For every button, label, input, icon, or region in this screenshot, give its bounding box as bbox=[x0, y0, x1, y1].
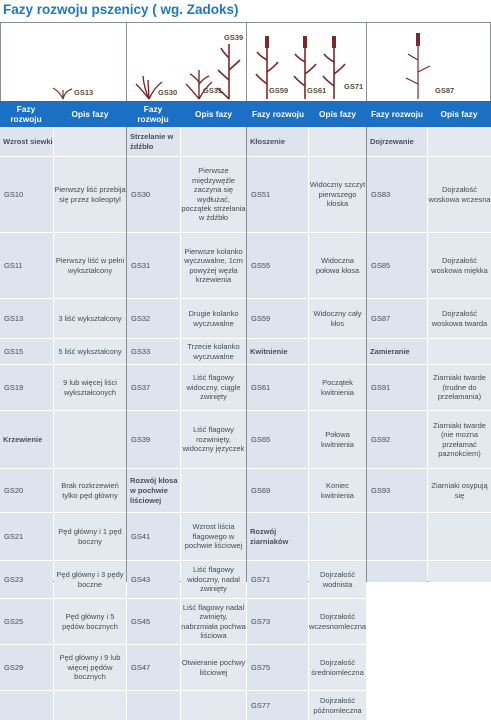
phase-code: GS92 bbox=[371, 434, 391, 444]
phase-description: Pierwszy liść przebija się przez koleoptyl bbox=[54, 185, 126, 204]
phase-code: GS41 bbox=[131, 531, 151, 541]
phase-description: Dojrzałość wczesnomleczna bbox=[308, 612, 367, 631]
phase-code: GS15 bbox=[4, 346, 24, 356]
phase-code: GS13 bbox=[4, 313, 24, 323]
phase-code: GS45 bbox=[131, 616, 151, 626]
phase-description: Dojrzałość woskowa miękka bbox=[431, 256, 488, 275]
gs-label: GS39 bbox=[224, 33, 244, 42]
phase-code: GS85 bbox=[371, 260, 391, 270]
phase-code: GS65 bbox=[251, 434, 271, 444]
phase-code: GS77 bbox=[251, 700, 271, 710]
phase-description: Liść flagowy widoczny, ciągle zwinięty bbox=[186, 373, 241, 402]
phase-code: GS29 bbox=[4, 662, 24, 672]
phase-description: 3 liść wykształcony bbox=[58, 313, 122, 323]
phase-code: GS73 bbox=[251, 616, 271, 626]
phase-code: GS69 bbox=[251, 485, 271, 495]
header-description: Opis fazy bbox=[440, 109, 478, 119]
phase-description: Trzecie kolanko wyczuwalne bbox=[187, 342, 240, 361]
phase-code: GS75 bbox=[251, 662, 271, 672]
phase-description: Drugie kolanko wyczuwalne bbox=[188, 309, 239, 328]
phase-code: GS33 bbox=[131, 346, 151, 356]
phase-description: Pęd główny i 1 pęd boczny bbox=[58, 527, 122, 546]
phase-code: GS93 bbox=[371, 485, 391, 495]
phase-code: GS32 bbox=[131, 313, 151, 323]
phase-description: Ziarniaki twarde (nie można przełamać paznokciem) bbox=[433, 420, 486, 458]
phase-description: Pęd główny i 5 pędów bocznych bbox=[62, 612, 118, 631]
header-phase: Fazy rozwoju bbox=[251, 109, 305, 119]
phase-description: Koniec kwitnienia bbox=[321, 481, 354, 500]
phase-code: GS25 bbox=[4, 616, 24, 626]
phase-code: GS83 bbox=[371, 189, 391, 199]
phase-description: Pierwsze kolanko wyczuwalne, 1cm powyżej węzła krzewienia bbox=[184, 246, 243, 284]
phase-description: Liść flagowy nadal zwinięty, nabrzmiała pochwa liściowa bbox=[181, 602, 246, 640]
phase-description: Pęd główny i 9 lub więcej pędów bocznych bbox=[59, 653, 121, 682]
phase-description: Liść flagowy rozwinięty, widoczny języczek bbox=[182, 425, 245, 454]
phase-code: GS51 bbox=[251, 189, 271, 199]
header-description: Opis fazy bbox=[71, 109, 109, 119]
gs-label: GS30 bbox=[158, 88, 178, 97]
phase-code: GS23 bbox=[4, 574, 24, 584]
phase-code: GS37 bbox=[131, 382, 151, 392]
plant-gs87-illustration bbox=[404, 30, 432, 100]
phase-description: Pęd główny i 3 pędy boczne bbox=[56, 570, 124, 589]
phase-description: Ziarniaki osypują się bbox=[431, 481, 488, 500]
section-label: Dojrzewanie bbox=[370, 137, 414, 146]
section-label: Rozwój kłosa w pochwie liściowej bbox=[130, 475, 178, 505]
phase-code: GS21 bbox=[4, 531, 24, 541]
phase-description: Dojrzałość średniomleczna bbox=[311, 658, 364, 677]
header-phase: Fazy rozwoju bbox=[137, 104, 169, 124]
phase-description: Brak rozkrzewień tylko pęd główny bbox=[61, 481, 119, 500]
phase-description: Liść flagowy widoczny, nadal zwinięty bbox=[187, 565, 240, 594]
phase-description: Widoczna połowa kłosa bbox=[315, 256, 360, 275]
phase-code: GS20 bbox=[4, 485, 24, 495]
phase-code: GS47 bbox=[131, 662, 151, 672]
phase-code: GS19 bbox=[4, 382, 24, 392]
phase-description: 9 lub więcej liści wykształconych bbox=[63, 378, 117, 397]
phase-code: GS55 bbox=[251, 260, 271, 270]
phase-description: Wzrost liścia flagowego w pochwie liściowej bbox=[184, 522, 243, 551]
phase-description: Widoczny cały kłos bbox=[313, 309, 362, 328]
section-label: Kwitnienie bbox=[250, 346, 288, 356]
header-description: Opis fazy bbox=[319, 109, 356, 119]
phase-code: GS43 bbox=[131, 574, 151, 584]
phase-description: Pierwszy liść w pełni wykształcony bbox=[55, 256, 125, 275]
section-label: Krzewienie bbox=[3, 434, 43, 444]
phase-description: Dojrzałość wodnista bbox=[319, 570, 355, 589]
gs-label: GS31 bbox=[203, 86, 223, 95]
phase-code: GS30 bbox=[131, 189, 151, 199]
phase-description: Otwieranie pochwy liściowej bbox=[181, 658, 246, 677]
phase-description: Ziarniaki twarde (trudne do przełamania) bbox=[433, 373, 486, 402]
section-label: Rozwój ziarniaków bbox=[250, 526, 289, 546]
header-description: Opis fazy bbox=[195, 109, 232, 119]
phase-code: GS31 bbox=[131, 260, 151, 270]
phase-description: Dojrzałość późnomleczna bbox=[313, 696, 362, 715]
gs-label: GS87 bbox=[435, 86, 455, 95]
phase-code: GS59 bbox=[251, 313, 271, 323]
phase-code: GS10 bbox=[4, 189, 24, 199]
gs-label: GS61 bbox=[307, 86, 327, 95]
phase-code: GS91 bbox=[371, 382, 391, 392]
phase-code: GS61 bbox=[251, 382, 271, 392]
phase-description: Połowa kwitnienia bbox=[321, 430, 354, 449]
page-title: Fazy rozwoju pszenicy ( wg. Zadoks) bbox=[3, 2, 239, 17]
phase-code: GS71 bbox=[251, 574, 271, 584]
phase-code: GS87 bbox=[371, 313, 391, 323]
plant-gs39-illustration bbox=[214, 40, 244, 100]
section-label: Zamieranie bbox=[370, 346, 410, 356]
phase-description: Dojrzałość woskowa twarda bbox=[431, 309, 488, 328]
section-label: Wzrost siewki bbox=[3, 137, 53, 146]
gs-label: GS59 bbox=[269, 86, 289, 95]
phase-description: 5 liść wykształcony bbox=[58, 346, 122, 356]
phase-description: Widoczny szczyt pierwszego kłoska bbox=[309, 180, 366, 209]
section-label: Strzelanie w źdźbło bbox=[130, 132, 174, 151]
phase-code: GS11 bbox=[4, 260, 23, 270]
phase-description: Początek kwitnienia bbox=[321, 378, 354, 397]
phase-code: GS39 bbox=[131, 434, 151, 444]
phase-description: Dojrzałość woskowa wczesna bbox=[428, 185, 491, 204]
gs-label: GS13 bbox=[74, 88, 94, 97]
header-phase: Fazy rozwoju bbox=[10, 104, 42, 124]
section-label: Kłoszenie bbox=[250, 137, 286, 146]
gs-label: GS71 bbox=[344, 82, 364, 91]
header-phase: Fazy rozwoju bbox=[370, 109, 424, 119]
phase-description: Pierwsze międzywęźle zaczyna się wydłużać, początek strzelania w źdźbło bbox=[181, 166, 246, 223]
